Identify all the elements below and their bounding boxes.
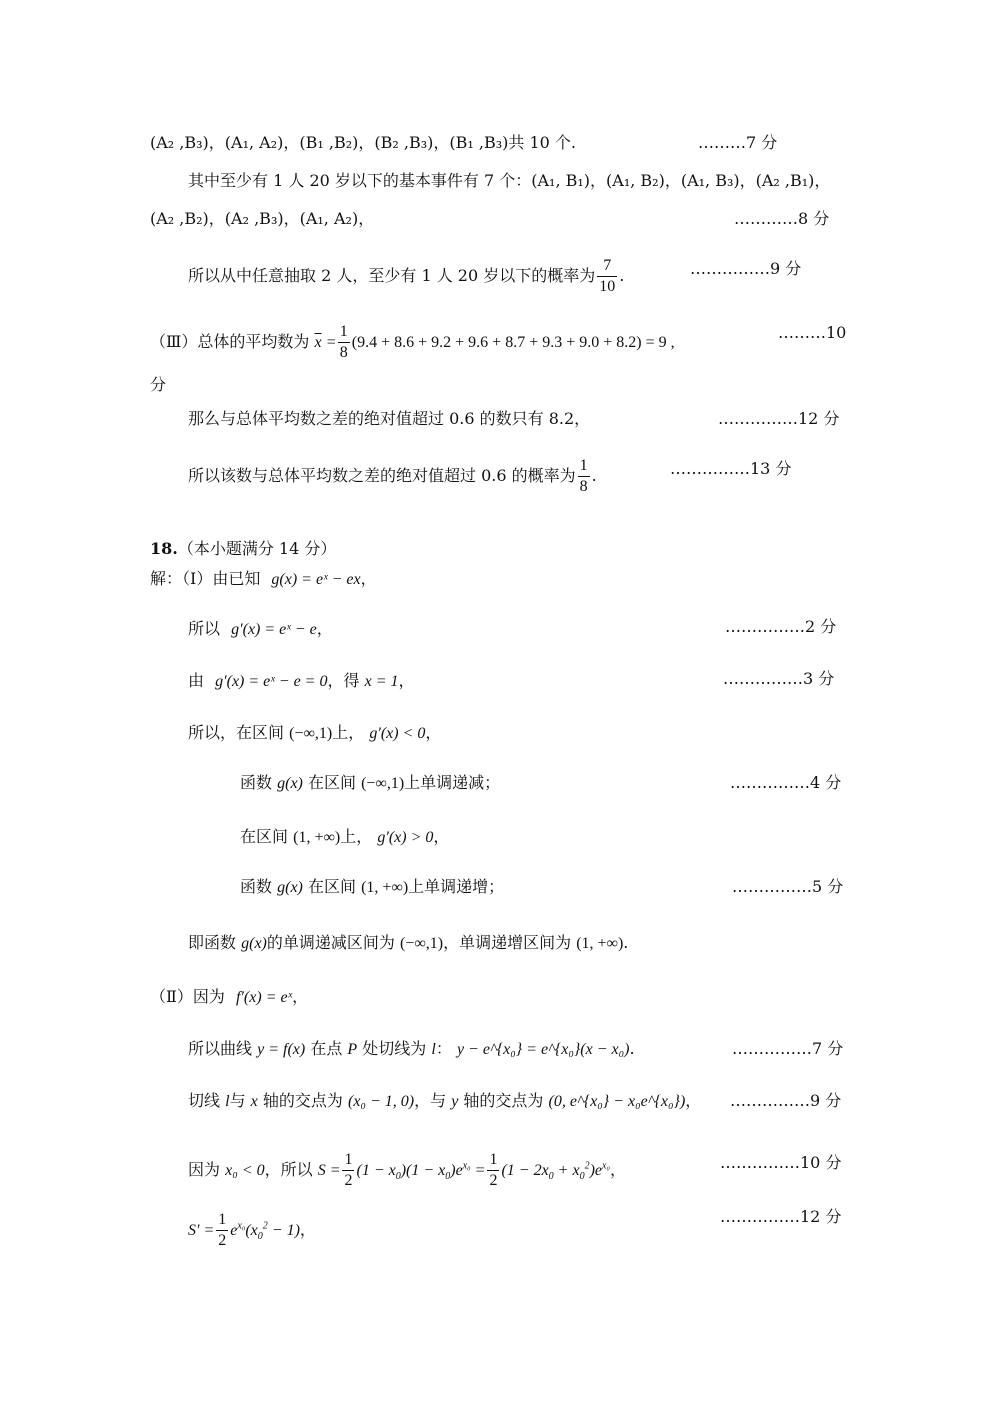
line-area-derivative: S′ = $\frac{1}{2}$ $e^{x_0}(x_0^2 - 1)$， xyxy=(188,1211,316,1249)
interval-pos: (1, +∞) xyxy=(293,829,341,846)
line-interval-neg: 所以，在区间 (−∞,1)上， g′(x) < 0， xyxy=(188,723,442,742)
interval-pos-3: (1, +∞) xyxy=(576,935,624,952)
points-s2: ……………2 分 xyxy=(725,617,837,636)
line-part2: （Ⅱ）因为 f′(x) = eˣ， xyxy=(150,987,309,1006)
gx-symbol: g(x) xyxy=(277,775,303,792)
gx-definition: g(x) = eˣ − ex xyxy=(271,571,361,588)
line-derivative: 所以 g′(x) = eˣ − e， xyxy=(188,619,333,638)
points-13: ……………13 分 xyxy=(670,459,792,478)
interval-pos-2: (1, +∞) xyxy=(361,879,409,896)
x-axis: x xyxy=(250,1093,258,1110)
xbar: $\overline{x}$ xyxy=(314,334,322,351)
points-s7: ……………7 分 xyxy=(732,1039,844,1058)
line-probability: 所以从中任意抽取 2 人，至少有 1 人 20 岁以下的概率为 $\frac{7}{10}$ . xyxy=(188,257,625,295)
fpx-expression: f′(x) = eˣ xyxy=(235,989,293,1006)
question-number: 18. xyxy=(150,539,178,558)
S-symbol: S = xyxy=(317,1162,341,1179)
line-mean-wrap: 分 xyxy=(150,375,167,394)
x0-negative: x₀ < 0 xyxy=(225,1162,265,1179)
gx-symbol-3: g(x) xyxy=(241,935,267,952)
interval-neg-3: (−∞,1) xyxy=(399,935,444,952)
question-18-header xyxy=(150,538,336,560)
line-summary: 即函数 g(x)的单调递减区间为 (−∞,1)，单调递增区间为 (1, +∞). xyxy=(188,933,629,952)
line-interval-pos: 在区间 (1, +∞)上， g′(x) > 0， xyxy=(240,827,450,846)
gpx-zero: g′(x) = eˣ − e = 0 xyxy=(215,673,328,690)
y-intercept: (0, e^{x₀} − x₀e^{x₀}) xyxy=(548,1093,686,1110)
question-note: （本小题满分 14 分） xyxy=(177,539,337,558)
gx-symbol-2: g(x) xyxy=(277,879,303,896)
line-at-least-one: 其中至少有 1 人 20 岁以下的基本事件有 7 个：(A₁, B₁)，(A₁, B₂)，(A₁, B₃)，(A₂ ,B₁)， xyxy=(188,171,831,190)
line-given: 解：（Ⅰ）由已知 g(x) = eˣ − ex， xyxy=(150,569,377,588)
points-10: ………10 xyxy=(778,323,847,342)
points-s4: ……………4 分 xyxy=(730,773,842,792)
points-8: …………8 分 xyxy=(734,209,830,228)
y-equals-fx: y = f(x) xyxy=(257,1041,306,1058)
line-probability-2: 所以该数与总体平均数之差的绝对值超过 0.6 的概率为 $\frac{1}{8}$ . xyxy=(188,457,597,495)
fraction-7-10: $\frac{7}{10}$ xyxy=(599,257,616,295)
points-s10: ……………10 分 xyxy=(720,1153,842,1172)
fraction-1-8-b: $\frac{1}{8}$ xyxy=(579,457,588,495)
fraction-1-2: $\frac{1}{2}$ xyxy=(344,1151,353,1189)
fraction-1-2-b: $\frac{1}{2}$ xyxy=(489,1151,498,1189)
line-tangent: 所以曲线 y = f(x) 在点 P 处切线为 l： y − e^{x₀} = e^{x₀}(x − x₀). xyxy=(188,1039,635,1058)
probability-text: 所以从中任意抽取 2 人，至少有 1 人 20 岁以下的概率为 xyxy=(188,266,596,285)
line-intercepts: 切线 l与 x 轴的交点为 (x₀ − 1, 0)，与 y 轴的交点为 (0, e^{x₀} − x₀e^{x₀})， xyxy=(188,1091,702,1110)
points-s9: ……………9 分 xyxy=(730,1091,842,1110)
points-s5: ……………5 分 xyxy=(732,877,844,896)
line-events-list: (A₂ ,B₃)，(A₁, A₂)，(B₁ ,B₂)，(B₂ ,B₃)，(B₁ ,B₃)共 10 个. xyxy=(150,133,577,152)
gpx-neg: g′(x) < 0 xyxy=(369,725,426,742)
interval-neg: (−∞,1) xyxy=(289,725,333,742)
point-p: P xyxy=(347,1041,358,1058)
gpx-expression: g′(x) = eˣ − e xyxy=(231,621,317,638)
y-axis: y xyxy=(451,1093,459,1110)
line-only-82: 那么与总体平均数之差的绝对值超过 0.6 的数只有 8.2， xyxy=(188,409,591,428)
fraction-1-8: $\frac{1}{8}$ xyxy=(339,323,348,361)
points-s12: ……………12 分 xyxy=(720,1207,842,1226)
points-12: ……………12 分 xyxy=(718,409,840,428)
x-equals-1: x = 1 xyxy=(364,673,399,690)
line-area: 因为 x₀ < 0，所以 S = $\frac{1}{2}$ $(1 - x_0)(1 - x_0)e^{x_0}$ = $\frac{1}{2}$ $(1 - 2x_0 + x_0^2)e^{x_0}$， xyxy=(188,1151,626,1189)
mean-sum: (9.4 + 8.6 + 9.2 + 9.6 + 8.7 + 9.3 + 9.0 + 8.2) = 9 , xyxy=(351,334,675,351)
line-increasing: 函数 g(x) 在区间 (1, +∞)上单调递增； xyxy=(240,877,505,896)
line-decreasing: 函数 g(x) 在区间 (−∞,1)上单调递减； xyxy=(240,773,501,792)
interval-neg-2: (−∞,1) xyxy=(361,775,405,792)
line-l-2: l xyxy=(225,1093,230,1110)
points-9: ……………9 分 xyxy=(690,259,802,278)
line-solve-zero: 由 g′(x) = eˣ − e = 0，得 x = 1， xyxy=(188,671,415,690)
fraction-1-2-c: $\frac{1}{2}$ xyxy=(218,1211,227,1249)
x-intercept: (x₀ − 1, 0) xyxy=(347,1093,415,1110)
points-s3: ……………3 分 xyxy=(723,669,835,688)
S-prime: S′ = xyxy=(188,1222,215,1239)
gpx-pos: g′(x) > 0 xyxy=(377,829,434,846)
mean-prefix: （Ⅲ）总体的平均数为 xyxy=(150,332,310,351)
points-7: ………7 分 xyxy=(698,133,778,152)
line-events-list-2: (A₂ ,B₂)，(A₂ ,B₃)，(A₁, A₂)， xyxy=(150,209,375,228)
tangent-equation: y − e^{x₀} = e^{x₀}(x − x₀) xyxy=(456,1041,630,1058)
line-mean: （Ⅲ）总体的平均数为 $\overline{x}$ = $\frac{1}{8}$ (9.4 + 8.6 + 9.2 + 9.6 + 8.7 + 9.3 + 9.0 + 8.2) = 9 , xyxy=(150,323,675,361)
line-l: l xyxy=(431,1041,436,1058)
